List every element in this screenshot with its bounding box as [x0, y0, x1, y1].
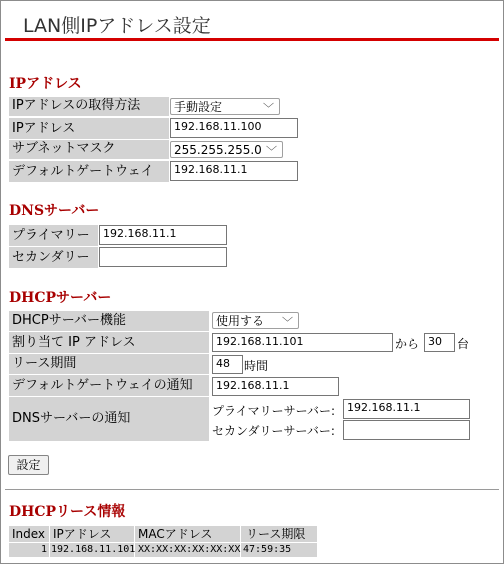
dhcp-function-label: DHCPサーバー機能: [9, 311, 209, 331]
default-gateway-input[interactable]: 192.168.11.1: [170, 161, 298, 181]
submit-button[interactable]: 設定: [8, 455, 49, 475]
lease-cell-index: 1: [9, 543, 49, 557]
dns-section-heading: DNSサーバー: [9, 203, 100, 219]
ip-acquire-select[interactable]: [170, 98, 280, 115]
ip-section-heading: IPアドレス: [9, 76, 82, 92]
lease-info-heading: DHCPリース情報: [9, 504, 126, 520]
dns-primary-input[interactable]: 192.168.11.1: [99, 225, 227, 245]
assign-unit-text: 台: [457, 337, 470, 351]
lease-header-expires: リース期限: [241, 526, 317, 542]
lease-header-mac: MACアドレス: [135, 526, 240, 542]
notify-gateway-label: デフォルトゲートウェイの通知: [9, 375, 209, 396]
assign-from-text: から: [395, 337, 420, 351]
dns-secondary-input[interactable]: [99, 247, 227, 267]
title-divider: [5, 38, 499, 41]
lease-header-ip: IPアドレス: [50, 526, 134, 542]
notify-dns-label: DNSサーバーの通知: [9, 397, 209, 441]
subnet-mask-value: 255.255.255.0: [174, 143, 262, 157]
dns-primary-label: プライマリー: [9, 225, 98, 246]
default-gateway-label: デフォルトゲートウェイ: [9, 161, 169, 182]
lease-cell-ip: 192.168.11.101: [51, 544, 136, 555]
ip-address-input[interactable]: 192.168.11.100: [170, 118, 298, 138]
notify-gateway-input[interactable]: 192.168.11.1: [212, 377, 339, 396]
chevron-down-icon: ﹀: [282, 316, 293, 329]
notify-primary-label: プライマリーサーバー:: [212, 404, 336, 418]
lease-unit-text: 時間: [244, 359, 269, 373]
lease-header-index: Index: [9, 526, 49, 542]
assign-count-input[interactable]: 30: [424, 333, 455, 352]
ip-address-label: IPアドレス: [9, 118, 169, 139]
lease-period-label: リース期間: [9, 354, 209, 374]
assign-ip-label: 割り当て IP アドレス: [9, 332, 209, 353]
ip-acquire-value: 手動設定: [174, 100, 223, 114]
lease-cell-mac: XX:XX:XX:XX:XX:XX: [135, 543, 240, 557]
chevron-down-icon: ﹀: [263, 102, 274, 115]
subnet-mask-label: サブネットマスク: [9, 140, 169, 159]
notify-secondary-input[interactable]: [343, 420, 470, 440]
ip-acquire-label: IPアドレスの取得方法: [9, 97, 169, 116]
lease-period-input[interactable]: 48: [212, 355, 243, 374]
lease-cell-expires: 47:59:35: [241, 543, 317, 557]
page-title: LAN側IPアドレス設定: [23, 15, 211, 37]
dhcp-function-select[interactable]: [212, 312, 299, 329]
dhcp-section-heading: DHCPサーバー: [9, 290, 112, 306]
notify-primary-input[interactable]: 192.168.11.1: [343, 399, 470, 419]
chevron-down-icon: ﹀: [266, 145, 277, 158]
assign-ip-start-input[interactable]: 192.168.11.101: [212, 333, 393, 352]
notify-secondary-label: セカンダリーサーバー:: [212, 424, 335, 438]
subnet-mask-select[interactable]: [170, 141, 283, 158]
dns-secondary-label: セカンダリー: [9, 247, 98, 268]
section-divider: [5, 489, 499, 490]
dhcp-function-value: 使用する: [216, 314, 265, 328]
